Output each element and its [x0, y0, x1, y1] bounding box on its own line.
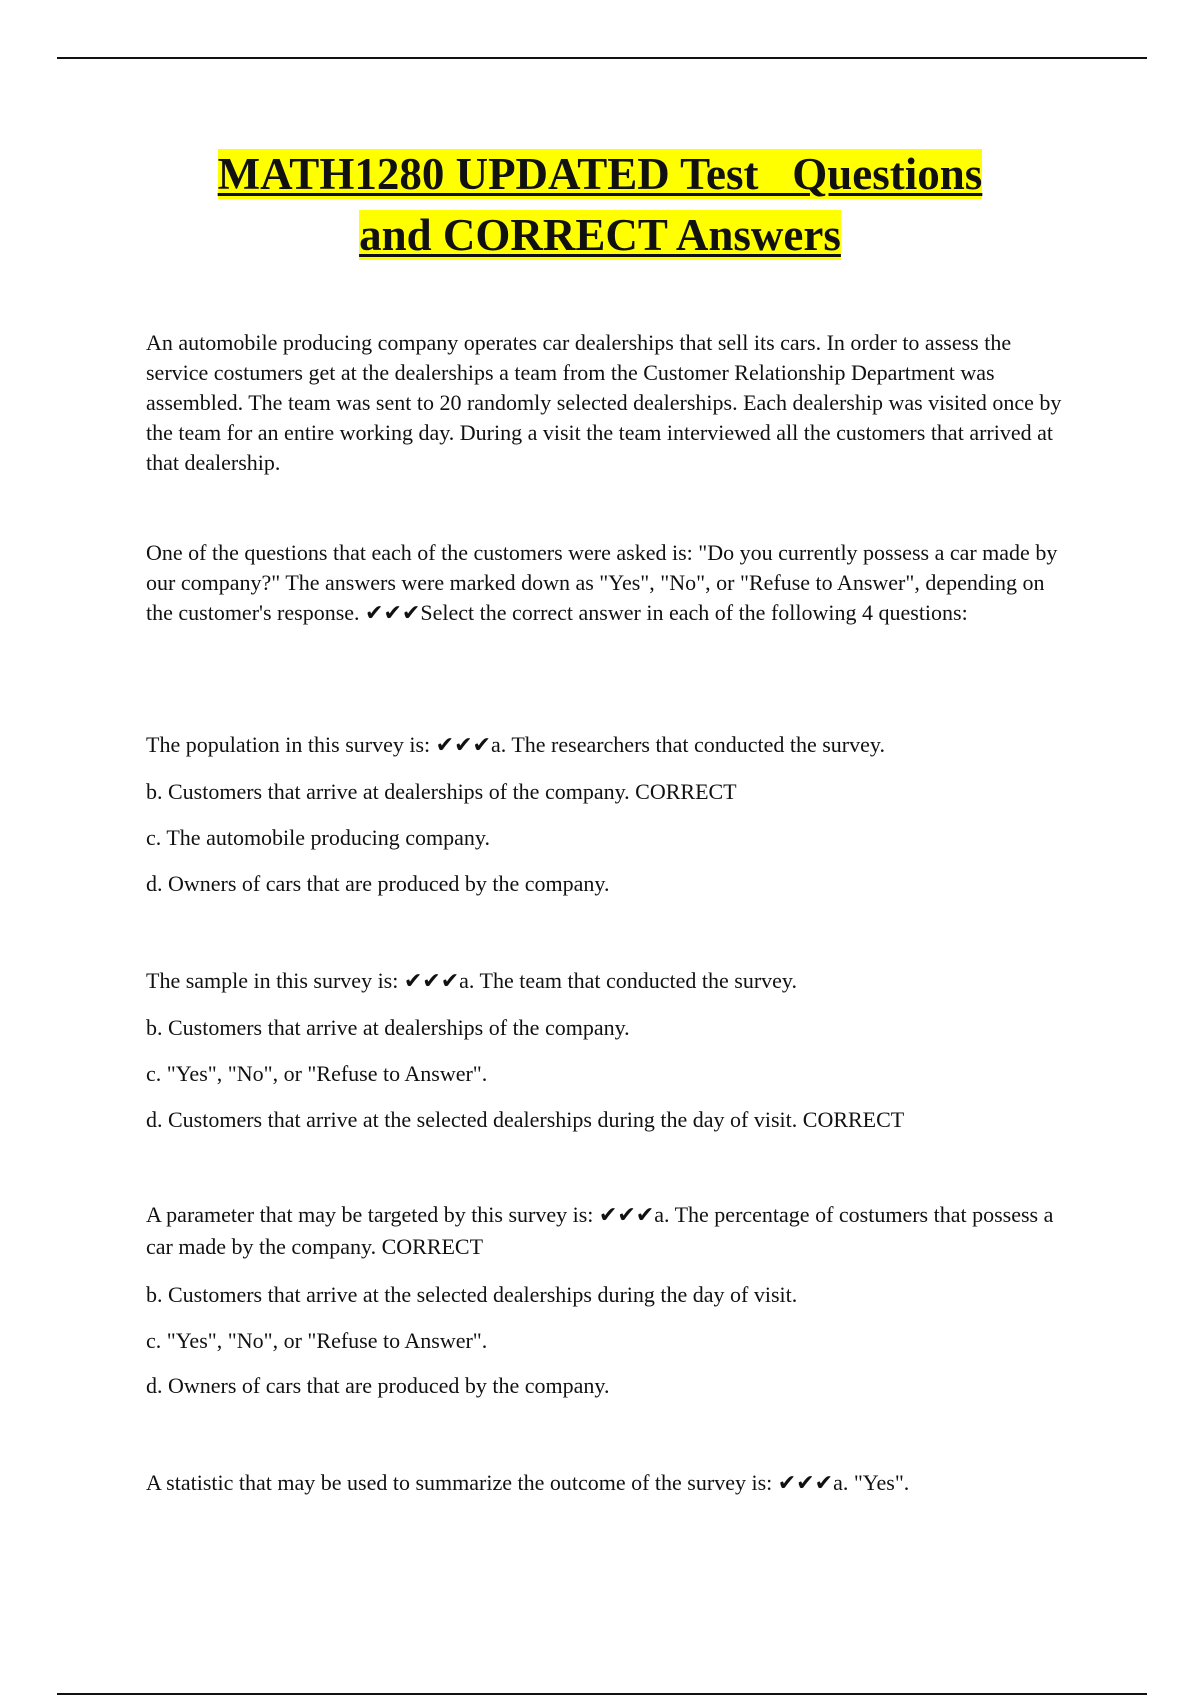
question-3-text: A parameter that may be targeted by this survey is: [146, 1202, 599, 1227]
document-title [60, 144, 1140, 266]
question-1-text: The population in this survey is: [146, 732, 436, 757]
title-line-1: MATH1280 UPDATED Test Questions [217, 149, 983, 199]
bottom-rule [57, 1693, 1147, 1695]
question-4-option-a: a. "Yes". [833, 1470, 910, 1495]
question-1-stem [146, 729, 1066, 761]
check-marks-icon: ✔✔✔ [365, 600, 421, 625]
title-line-2: and CORRECT Answers [359, 210, 841, 260]
check-marks-icon: ✔✔✔ [598, 1202, 655, 1227]
question-1-option-a: a. The researchers that conducted the survey. [490, 732, 885, 757]
intro-paragraph-2 [146, 538, 1066, 628]
question-3-option-d: d. Owners of cars that are produced by the company. [146, 1373, 610, 1398]
question-2-option-c: c. "Yes", "No", or "Refuse to Answer". [146, 1061, 488, 1086]
question-1-option-b: b. Customers that arrive at dealerships of the company. CORRECT [146, 779, 737, 804]
question-4-stem [146, 1467, 1066, 1499]
intro-paragraph-2-instruction: Select the correct answer in each of the following 4 questions: [420, 600, 968, 625]
intro-paragraph-1: An automobile producing company operates car dealerships that sell its cars. In order to assess the service costumers get at the dealerships a team from the Customer Relationship Department was assembled. The team was sent to 20 randomly selected dealerships. Each dealership was visited once by the team for an entire working day. During a visit the team interviewed all the customers that arrived at that dealership. [146, 330, 1062, 475]
check-marks-icon: ✔✔✔ [435, 732, 491, 757]
question-2-option-d: d. Customers that arrive at the selected dealerships during the day of visit. CORRECT [146, 1107, 905, 1132]
check-marks-icon: ✔✔✔ [777, 1470, 834, 1495]
question-3-option-c: c. "Yes", "No", or "Refuse to Answer". [146, 1328, 488, 1353]
question-1-option-c: c. The automobile producing company. [146, 825, 490, 850]
top-rule [57, 57, 1147, 59]
check-marks-icon: ✔✔✔ [403, 968, 460, 993]
question-4-text: A statistic that may be used to summarize the outcome of the survey is: [146, 1470, 778, 1495]
question-3-option-a: a. The percentage of costumers that possess a car made by the company. CORRECT [146, 1202, 1054, 1259]
intro-paragraph-2-text: One of the questions that each of the customers were asked is: "Do you currently possess a car made by our company?" The answers were marked down as "Yes", "No", or "Refuse to Answer", depending on the customer's response. [146, 540, 1058, 625]
question-3-option-b: b. Customers that arrive at the selected dealerships during the day of visit. [146, 1282, 798, 1307]
question-2-stem [146, 965, 1066, 997]
question-2-text: The sample in this survey is: [146, 968, 404, 993]
question-2-option-b: b. Customers that arrive at dealerships of the company. [146, 1015, 630, 1040]
question-2-option-a: a. The team that conducted the survey. [459, 968, 797, 993]
question-3-stem [146, 1199, 1066, 1263]
question-1-option-d: d. Owners of cars that are produced by the company. [146, 871, 610, 896]
